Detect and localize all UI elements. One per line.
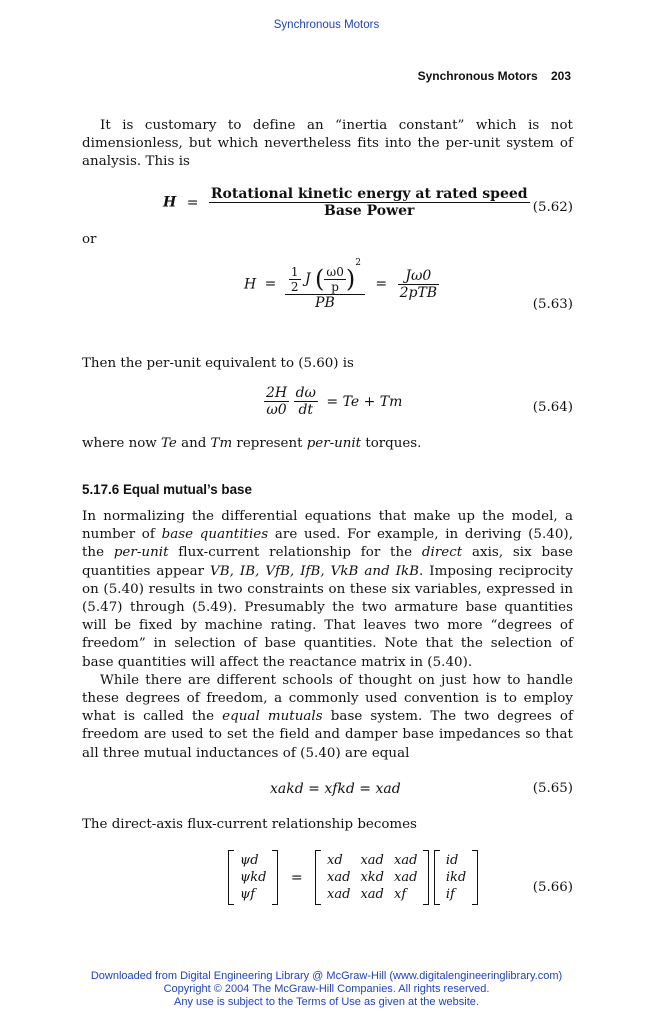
text-seg: represent <box>232 436 307 451</box>
half-fraction <box>289 265 301 294</box>
equation-number: (5.66) <box>532 880 573 895</box>
matrix-cell: xad <box>327 887 351 902</box>
text-italic: equal mutuals <box>222 709 323 725</box>
eq-rhs-fraction <box>398 268 440 301</box>
text-seg: and <box>176 436 211 451</box>
half-num: 1 <box>290 264 299 279</box>
f1-den-text: ω0 <box>266 402 287 418</box>
paragraph-text <box>82 672 573 763</box>
equation-5-66 <box>228 850 478 905</box>
equation-5-64 <box>264 385 402 418</box>
matrix-cell: xad <box>327 870 351 885</box>
frac-1-num <box>264 385 289 402</box>
section-heading: 5.17.6 Equal mutual’s base <box>82 482 252 497</box>
eq-relation: = <box>186 194 199 211</box>
reactance-matrix <box>315 850 429 905</box>
paragraph-inertia-intro <box>82 117 573 172</box>
top-link[interactable]: Synchronous Motors <box>273 19 380 31</box>
paragraph-text: It is customary to define an “inertia constant” which is not dimensionless, but which nevertheless fits into the per-unit system of analysis. This is <box>82 118 573 170</box>
text-seg: In normalizing the differential equations that make up the model, a number of <box>82 509 573 543</box>
text-seg: where now <box>82 436 161 451</box>
eq-expression: xakd = xfkd = xad <box>270 781 401 797</box>
eq-main-fraction <box>285 258 365 311</box>
f2-den-text: dt <box>298 402 314 418</box>
text-seg: flux-current relationship for the <box>168 545 422 561</box>
paragraph-torques <box>82 436 421 451</box>
eq-fraction <box>209 186 530 219</box>
torque-e: Te <box>161 436 177 451</box>
page-number: 203 <box>550 69 571 83</box>
equation-number: (5.64) <box>532 400 573 415</box>
text-seg: . Imposing reciprocity on (5.40) results in two constraints on these six variables, expressed in (5.47) through (5.49). Presumably the two armature base quantities will be fixed by machine rating. That leaves two more “degrees of freedom” in selection of base quantities. Note that the selection of base quantities will affect the reactance matrix in (5.40). <box>82 563 573 670</box>
omega-num: ω0 <box>326 264 344 279</box>
matrix-cell: id <box>445 853 459 868</box>
running-title: Synchronous Motors <box>417 69 538 83</box>
eq-numerator: Rotational kinetic energy at rated speed <box>210 186 528 202</box>
matrix-cell: xad <box>360 853 384 868</box>
base-power-symbol: PB <box>315 294 335 311</box>
matrix-cell: xf <box>393 887 407 902</box>
paragraph-normalizing <box>82 508 573 763</box>
footer-download-link[interactable]: Downloaded from Digital Engineering Library @ McGraw-Hill (www.digitalengineeringlibrary.com) <box>90 970 563 982</box>
inertia-symbol: J <box>304 271 311 287</box>
text-seg: torques. <box>361 436 422 451</box>
eq-denominator: Base Power <box>324 203 415 219</box>
matrix-cell: ψd <box>240 853 259 868</box>
eq-rhs: = Te + Tm <box>326 393 403 410</box>
eq-relation-2: = <box>375 276 388 293</box>
frac-1 <box>264 385 289 418</box>
equation-number: (5.65) <box>532 781 573 796</box>
rhs-den-text: 2pTB <box>399 284 438 301</box>
current-vector <box>434 850 478 905</box>
text-italic: direct <box>421 545 463 561</box>
eq-rhs-den <box>398 285 440 301</box>
running-header <box>418 69 571 83</box>
half-den: 2 <box>290 279 299 294</box>
equation-number: (5.63) <box>532 297 573 312</box>
flux-vector <box>228 850 278 905</box>
eq-relation: = <box>290 869 303 886</box>
torque-m: Tm <box>210 436 233 451</box>
footer-copyright: Copyright © 2004 The McGraw-Hill Companies. All rights reserved. <box>163 983 490 995</box>
frac-1-den <box>264 402 289 418</box>
paragraph-text <box>82 508 573 672</box>
f1-num-text: 2H <box>266 385 288 401</box>
eq-relation: = <box>264 276 277 293</box>
eq-lhs: H <box>244 276 257 293</box>
rhs-num-text: Jω0 <box>405 267 432 284</box>
exponent: 2 <box>355 258 361 268</box>
matrix-cell: ψf <box>240 887 256 902</box>
f2-num-text: dω <box>295 385 316 401</box>
equation-number: (5.62) <box>532 200 573 215</box>
matrix-cell: xad <box>393 870 418 885</box>
matrix-cell: xd <box>327 853 343 868</box>
base-variables: VB, IB, VfB, IfB, VkB and IkB <box>210 563 420 579</box>
paragraph-flux: The direct-axis flux-current relationship becomes <box>82 817 417 832</box>
equation-5-63 <box>244 258 439 311</box>
footer-terms-link[interactable]: Any use is subject to the Terms of Use as given at the website. <box>174 996 479 1008</box>
text-seg: base system. The two degrees of freedom are used to set the field and damper base impedances so that all three mutual inductances of (5.40) are equal <box>82 709 573 761</box>
frac-2 <box>294 385 318 418</box>
equation-5-65 <box>270 781 401 797</box>
matrix-cell: xad <box>360 887 384 902</box>
omega-fraction <box>324 265 345 294</box>
text-italic: base quantities <box>161 527 269 543</box>
text-italic: per-unit <box>113 545 169 561</box>
connective-or: or <box>82 232 97 247</box>
matrix-cell: xad <box>393 853 418 868</box>
equation-5-62 <box>163 186 530 219</box>
paragraph-per-unit: Then the per-unit equivalent to (5.60) is <box>82 356 354 371</box>
footer-notice <box>0 970 653 1009</box>
matrix-cell: xkd <box>360 870 384 885</box>
text-seg: are used. For example, in deriving (5.40), the <box>82 527 574 561</box>
eq-lhs: H <box>163 194 177 211</box>
text-seg: While there are different schools of thought on just how to handle these degrees of freedom, a commonly used convention is to employ what is called the <box>82 672 573 725</box>
matrix-cell: if <box>445 887 455 902</box>
text-italic: per-unit <box>306 436 362 451</box>
matrix-cell: ψkd <box>240 870 267 885</box>
frac-2-num <box>294 385 318 402</box>
matrix-cell: ikd <box>445 870 467 885</box>
eq-rhs-num <box>398 268 440 285</box>
omega-den: p <box>331 279 339 294</box>
eq-denominator <box>285 295 365 311</box>
frac-2-den <box>294 402 318 418</box>
eq-numerator: $\frac{1}{2}$ J ( $\frac{\omega 0}{p}$ )$^2$ <box>285 258 365 295</box>
text-seg: axis, six base quantities appear <box>82 545 574 579</box>
